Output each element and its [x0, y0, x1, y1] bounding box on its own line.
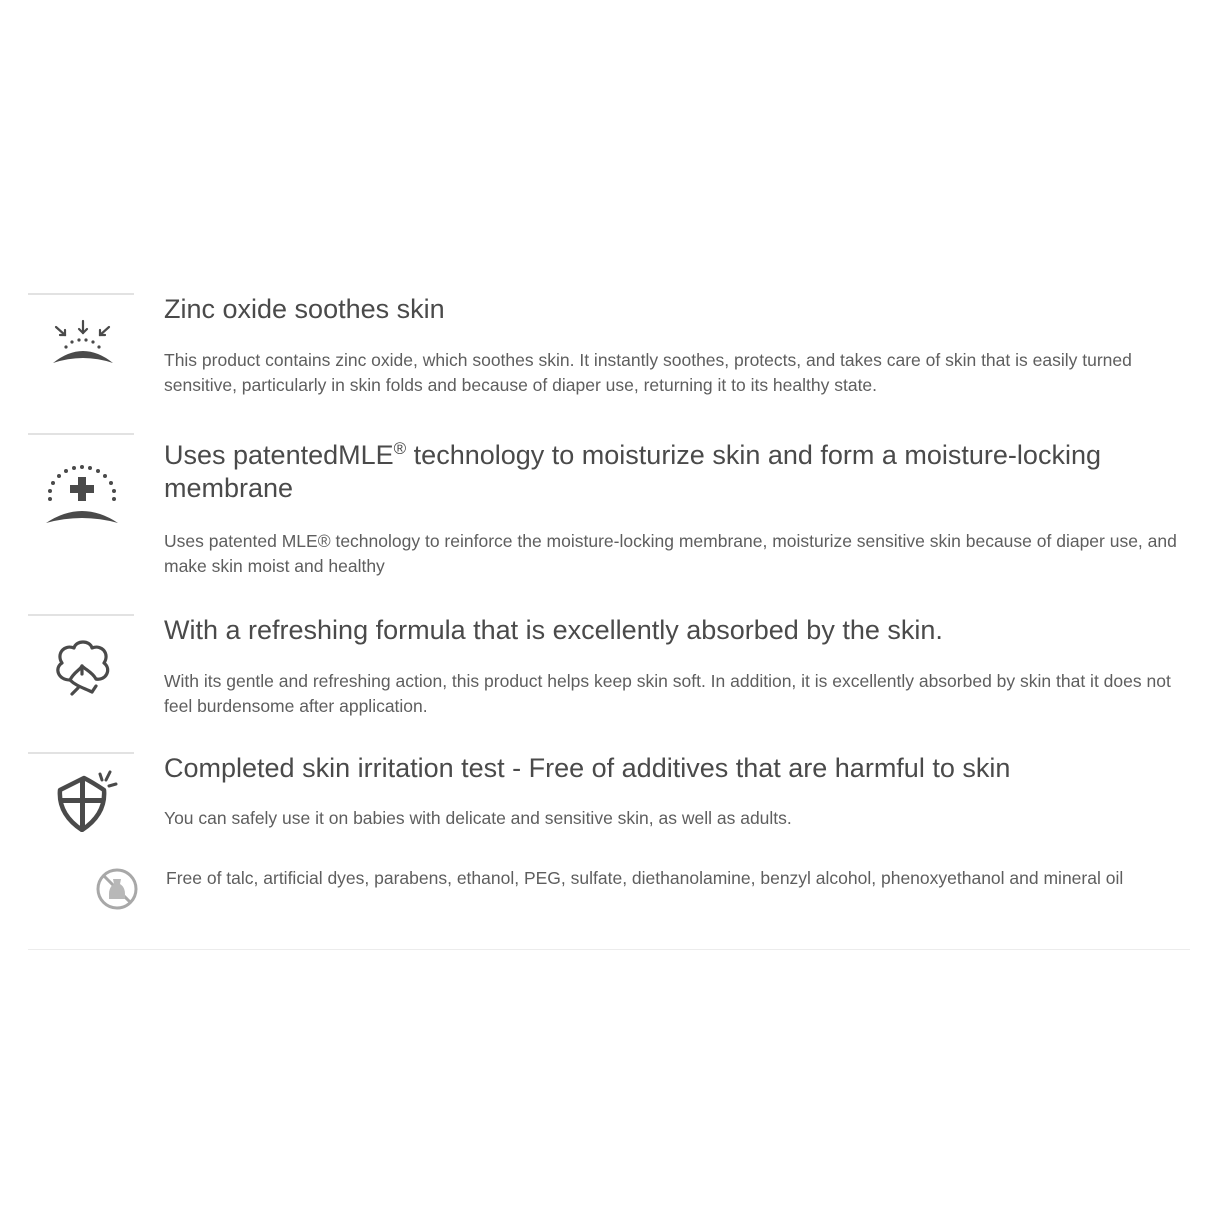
moisture-plus-skin-icon	[44, 461, 120, 525]
feature-description: With its gentle and refreshing action, this product helps keep skin soft. In addition, it is excellently absorbed by skin that it does not feel burdensome after application.	[164, 671, 1171, 716]
feature-icon-cell	[28, 614, 134, 726]
feature-icon-cell	[28, 752, 134, 850]
no-additives-icon	[94, 866, 140, 912]
feature-description: Uses patented MLE® technology to reinforce the moisture-locking membrane, moisturize sensitive skin because of diaper use, and make skin moist and healthy	[164, 531, 1177, 576]
feature-title: Zinc oxide soothes skin	[164, 294, 445, 324]
feature-title-text-rest: technology to moisturize skin and form a moisture-locking membrane	[164, 440, 1101, 503]
sun-rays-skin-icon	[48, 317, 118, 367]
feature-title-text: Uses patentedMLE	[164, 440, 394, 470]
bottom-divider	[28, 949, 1190, 950]
shield-cross-icon	[52, 766, 122, 832]
free-of-text: Free of talc, artificial dyes, parabens, ethanol, PEG, sulfate, diethanolamine, benzyl alcohol, phenoxyethanol and mineral oil	[166, 868, 1124, 888]
registered-mark: ®	[393, 439, 407, 458]
cotton-flower-icon	[50, 636, 114, 698]
feature-title	[164, 439, 1189, 505]
feature-description: You can safely use it on babies with delicate and sensitive skin, as well as adults.	[164, 808, 792, 828]
feature-title: Completed skin irritation test - Free of additives that are harmful to skin	[164, 753, 1011, 783]
feature-description: This product contains zinc oxide, which soothes skin. It instantly soothes, protects, and takes care of skin that is easily turned sensitive, particularly in skin folds and because of diaper use, returning it to its healthy state.	[164, 350, 1132, 395]
feature-icon-cell	[28, 433, 134, 575]
feature-icon-cell	[28, 293, 134, 405]
feature-title: With a refreshing formula that is excellently absorbed by the skin.	[164, 615, 943, 645]
